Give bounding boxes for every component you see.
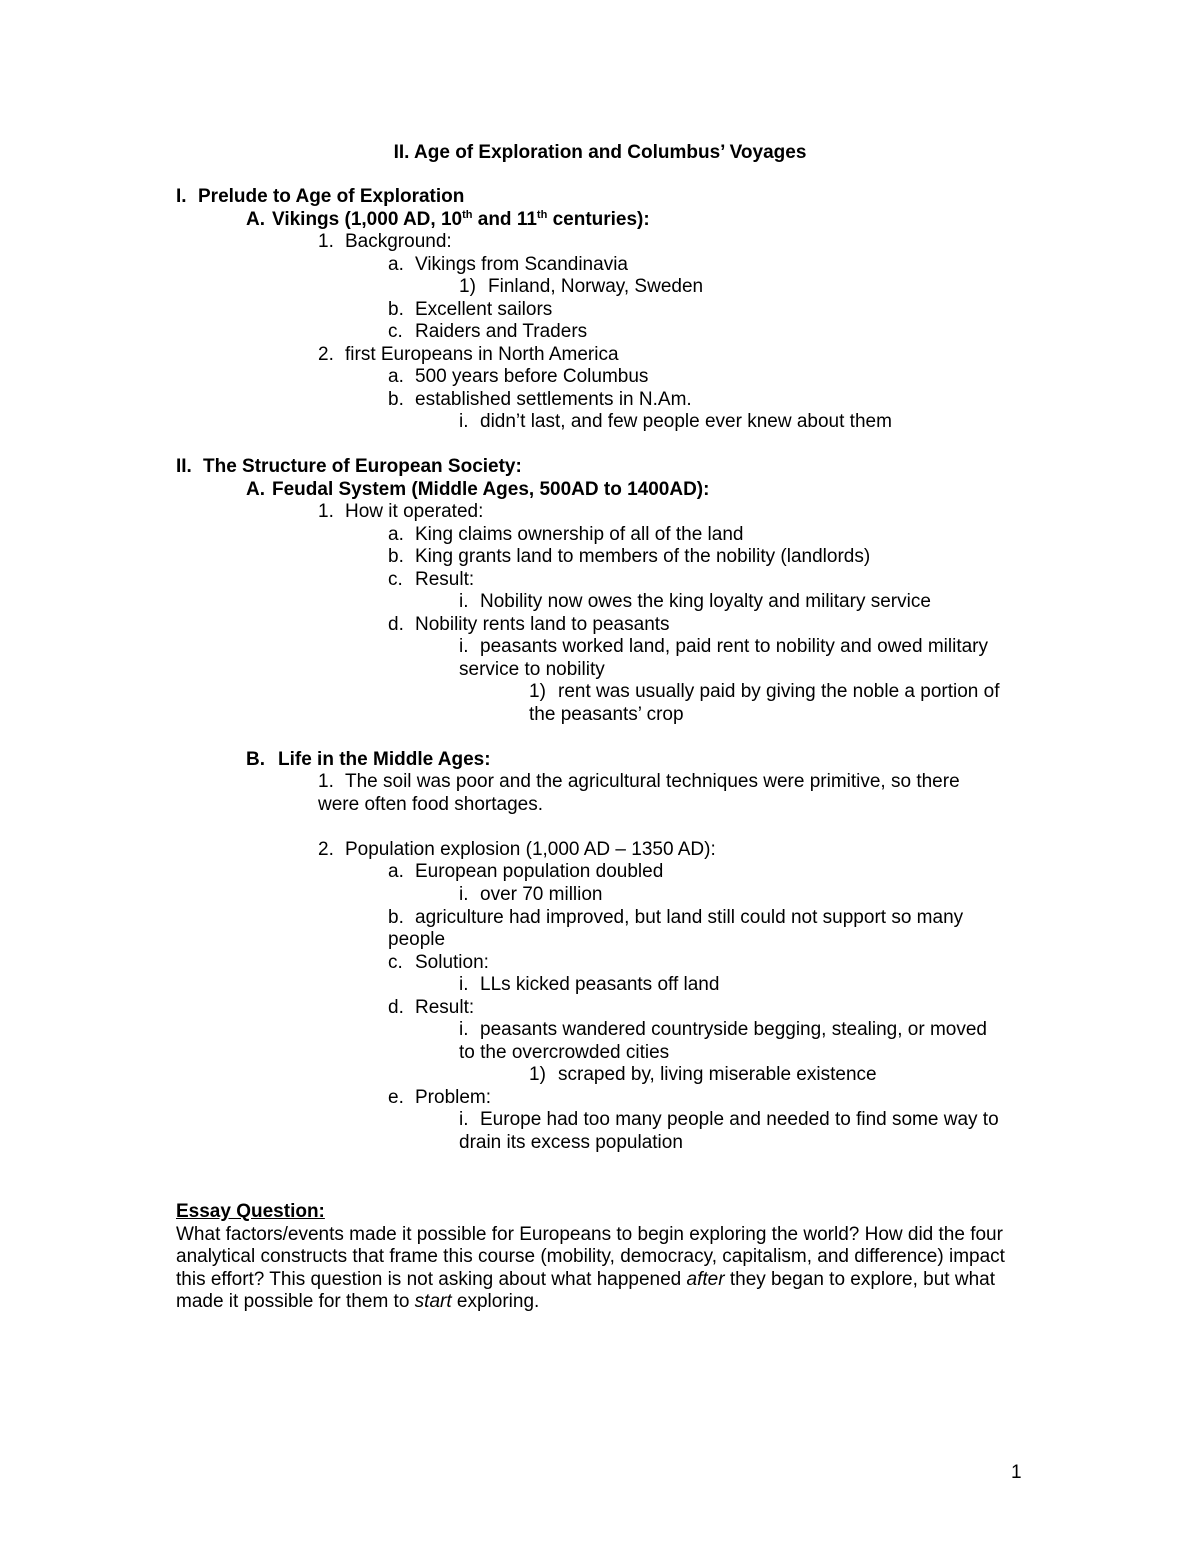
text-fragment: The soil was poor and the agricultural techniques were primitive, so there [345, 771, 960, 792]
text-fragment: What factors/events made it possible for Europeans to begin exploring the world? How did the four analytical constructs that frame this course (mobility, democracy, capitalism, and difference) impact this effort? This question is not asking about what happened [176, 1223, 1005, 1290]
list-item [459, 591, 931, 614]
list-item [388, 997, 474, 1020]
list-marker: i. [459, 636, 469, 657]
text-fragment: they began to explore, but what made it possible for them to [176, 1268, 995, 1312]
text-fragment: th [462, 209, 473, 221]
essay-text [176, 1224, 1005, 1313]
text-fragment: The Structure of European Society: [203, 456, 522, 477]
list-marker: a. [388, 254, 404, 275]
list-item [459, 974, 719, 997]
subsection-heading-life-middle-ages [246, 749, 491, 772]
text-fragment: centuries): [547, 209, 650, 230]
essay-question-block [176, 1201, 1036, 1314]
list-item [459, 1019, 987, 1042]
list-item-continuation [318, 794, 543, 817]
text-fragment: How it operated: [345, 501, 484, 522]
list-marker: b. [388, 907, 404, 928]
text-fragment: Nobility rents land to peasants [415, 614, 670, 635]
page-number: 1 [1011, 1462, 1022, 1483]
text-fragment: European population doubled [415, 861, 664, 882]
text-fragment: Problem: [415, 1087, 492, 1108]
list-item [318, 771, 960, 794]
text-fragment: over 70 million [480, 884, 603, 905]
list-marker: e. [388, 1087, 404, 1108]
text-fragment: scraped by, living miserable existence [558, 1064, 877, 1085]
document-title: II. Age of Exploration and Columbus’ Voyages [393, 142, 807, 163]
text-fragment: peasants wandered countryside begging, stealing, or moved [480, 1019, 987, 1040]
list-marker: a. [388, 524, 404, 545]
list-item [318, 839, 716, 862]
list-item-continuation [529, 704, 684, 727]
text-fragment: people [388, 929, 446, 950]
text-fragment: th [536, 209, 548, 221]
list-marker: i. [459, 884, 469, 905]
text-fragment: Result: [415, 569, 475, 590]
list-item [388, 907, 963, 930]
list-item [318, 344, 619, 367]
list-marker: c. [388, 321, 403, 342]
list-marker: A. [246, 209, 265, 230]
text-fragment: peasants worked land, paid rent to nobility and owed military [480, 636, 989, 657]
text-fragment: King grants land to members of the nobility (landlords) [415, 546, 871, 567]
list-marker: 1. [318, 231, 334, 252]
list-item [388, 321, 587, 344]
text-fragment: agriculture had improved, but land still could not support so many [415, 907, 964, 928]
list-item [459, 1109, 999, 1132]
list-marker: b. [388, 389, 404, 410]
list-item [318, 231, 452, 254]
text-fragment: were often food shortages. [318, 794, 543, 815]
list-marker: 1) [529, 1064, 546, 1085]
list-item [388, 861, 663, 884]
list-marker: 1. [318, 771, 334, 792]
list-marker: i. [459, 1019, 469, 1040]
list-marker: i. [459, 591, 469, 612]
list-item [388, 614, 670, 637]
text-fragment: first Europeans in North America [345, 344, 619, 365]
text-fragment: didn’t last, and few people ever knew about them [480, 411, 892, 432]
section-heading-structure [176, 456, 522, 479]
list-marker: 1) [529, 681, 546, 702]
text-fragment: after [686, 1268, 725, 1290]
text-fragment: Background: [345, 231, 452, 252]
list-item-continuation [459, 1132, 683, 1155]
text-fragment: King claims ownership of all of the land [415, 524, 744, 545]
list-item [388, 524, 743, 547]
list-item [459, 884, 603, 907]
list-marker: I. [176, 186, 187, 207]
text-fragment: the peasants’ crop [529, 704, 684, 725]
list-marker: a. [388, 861, 404, 882]
list-marker: i. [459, 974, 469, 995]
text-fragment: Solution: [415, 952, 489, 973]
list-item [529, 1064, 877, 1087]
text-fragment: service to nobility [459, 659, 605, 680]
list-item [318, 501, 483, 524]
text-fragment: and 11 [472, 209, 537, 230]
list-marker: c. [388, 952, 403, 973]
list-marker: i. [459, 1109, 469, 1130]
text-fragment: Raiders and Traders [415, 321, 588, 342]
list-item [388, 299, 552, 322]
list-marker: d. [388, 997, 404, 1018]
text-fragment: to the overcrowded cities [459, 1042, 670, 1063]
text-fragment: LLs kicked peasants off land [480, 974, 720, 995]
list-item [529, 681, 1000, 704]
list-item [388, 254, 628, 277]
list-marker: d. [388, 614, 404, 635]
list-marker: B. [246, 749, 265, 770]
list-marker: 2. [318, 839, 334, 860]
list-item [388, 546, 870, 569]
text-fragment: Life in the Middle Ages: [278, 749, 491, 770]
text-fragment: Europe had too many people and needed to find some way to [480, 1109, 999, 1130]
subsection-heading-vikings [246, 209, 650, 232]
list-marker: II. [176, 456, 192, 477]
text-fragment: Prelude to Age of Exploration [198, 186, 465, 207]
text-fragment: Population explosion (1,000 AD – 1350 AD): [345, 839, 716, 860]
list-item [388, 1087, 491, 1110]
list-item [388, 366, 648, 389]
text-fragment: drain its excess population [459, 1132, 683, 1153]
text-fragment: Nobility now owes the king loyalty and military service [480, 591, 931, 612]
text-fragment: start [414, 1291, 452, 1312]
list-item-continuation [459, 1042, 669, 1065]
text-fragment: Vikings from Scandinavia [415, 254, 628, 275]
list-marker: 2. [318, 344, 334, 365]
list-item [459, 636, 988, 659]
text-fragment: exploring. [451, 1291, 540, 1312]
list-item-continuation [459, 659, 605, 682]
list-marker: i. [459, 411, 469, 432]
text-fragment: 500 years before Columbus [415, 366, 649, 387]
list-item-continuation [388, 929, 445, 952]
list-item [388, 389, 692, 412]
list-marker: 1) [459, 276, 476, 297]
list-marker: 1. [318, 501, 334, 522]
text-fragment: Feudal System (Middle Ages, 500AD to 1400AD): [272, 479, 710, 500]
list-item [388, 569, 474, 592]
text-fragment: Finland, Norway, Sweden [488, 276, 704, 297]
text-fragment: Vikings (1,000 AD, 10 [272, 209, 463, 230]
list-marker: b. [388, 546, 404, 567]
list-item [388, 952, 489, 975]
text-fragment: rent was usually paid by giving the noble a portion of [558, 681, 1000, 702]
list-item [459, 276, 703, 299]
text-fragment: established settlements in N.Am. [415, 389, 692, 410]
text-fragment: Excellent sailors [415, 299, 553, 320]
list-marker: c. [388, 569, 403, 590]
subsection-heading-feudal-system [246, 479, 709, 502]
list-item [459, 411, 892, 434]
essay-heading: Essay Question: [176, 1201, 325, 1222]
text-fragment: Result: [415, 997, 475, 1018]
list-marker: A. [246, 479, 265, 500]
section-heading-prelude [176, 186, 464, 209]
list-marker: b. [388, 299, 404, 320]
list-marker: a. [388, 366, 404, 387]
